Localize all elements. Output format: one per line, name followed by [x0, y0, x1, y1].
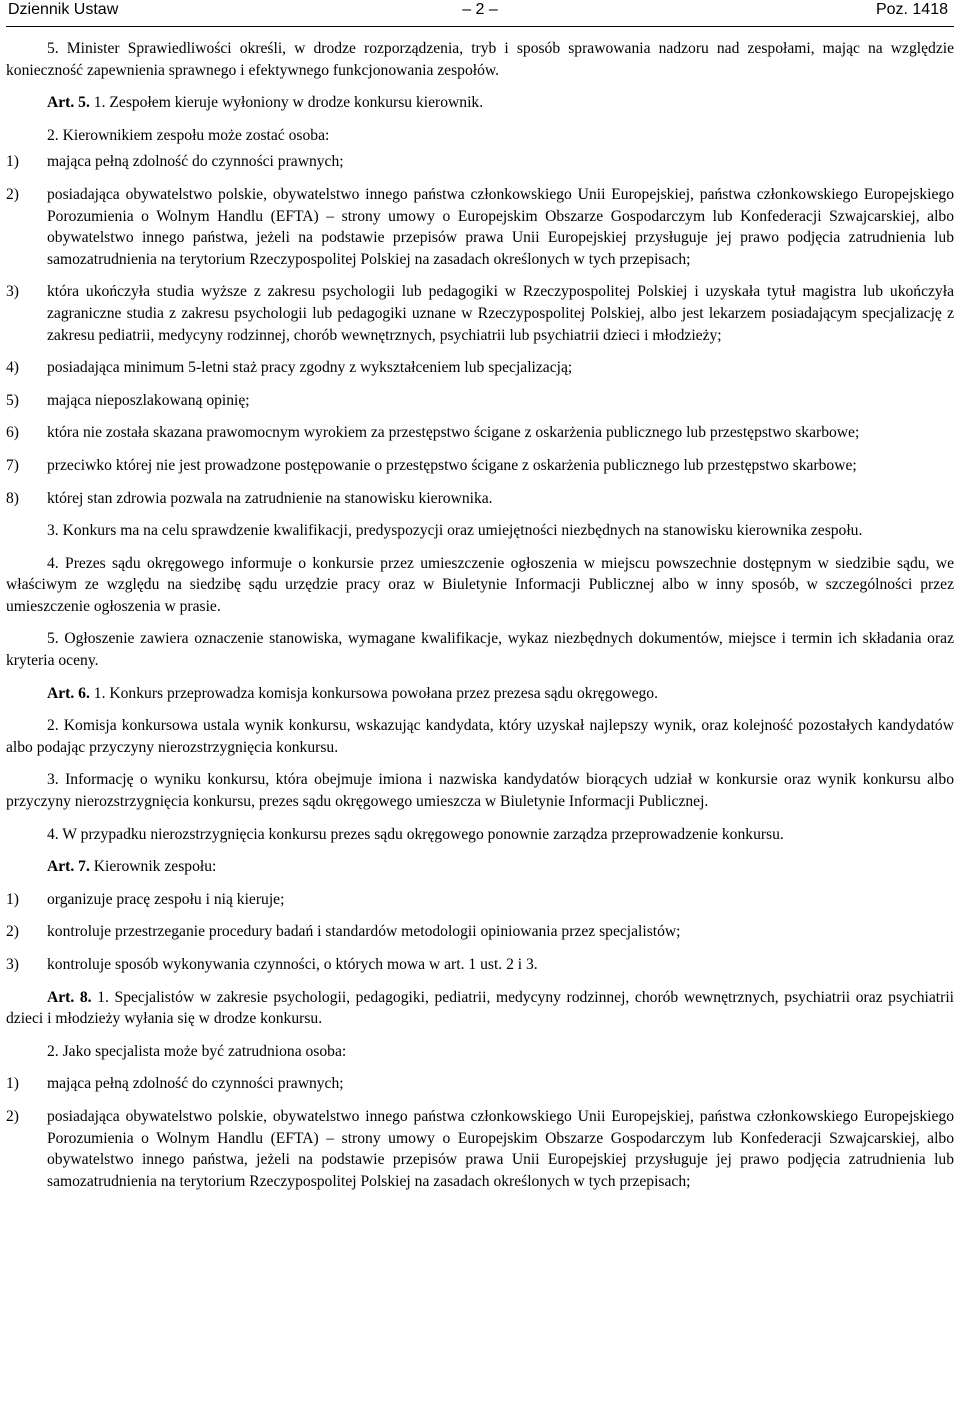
list-item-number: 1): [6, 1075, 19, 1093]
list-item-text: mająca pełną zdolność do czynności prawnych;: [47, 1075, 344, 1093]
paragraph-text: 2. Kierownikiem zespołu może zostać osoba:: [47, 126, 330, 144]
list-item-number: 3): [6, 283, 19, 301]
list-item-number: 2): [6, 185, 19, 203]
position-number: Poz. 1418: [875, 1, 948, 18]
paragraph: [6, 553, 954, 618]
paragraph: [6, 125, 954, 147]
article-label: Art. 8.: [47, 988, 92, 1006]
list-item: [6, 954, 954, 976]
paragraph-text: 4. Prezes sądu okręgowego informuje o konkursie przez umieszczenie ogłoszenia w miejscu powszechnie dostępnym w siedzibie sądu, we właściwym ze względu na siedzibę sądu urzędzie pracy oraz w Biuletynie Informacji Publicznej albo w inny sposób, w szczególności przez umieszczenie ogłoszenia w prasie.: [6, 554, 954, 615]
list-item-number: 6): [6, 424, 19, 442]
paragraph-text: 5. Ogłoszenie zawiera oznaczenie stanowiska, wymagane kwalifikacje, wykaz niezbędnych dokumentów, miejsce i termin ich składania oraz kryteria oceny.: [6, 630, 954, 670]
list-item-number: 2): [6, 1107, 19, 1125]
paragraph-text: 3. Informację o wyniku konkursu, która obejmuje imiona i nazwiska kandydatów biorących udział w konkursie oraz wynik konkursu albo przyczyny nierozstrzygnięcia konkursu, prezes sądu okręgowego umieszcza w Biuletynie Informacji Publicznej.: [6, 771, 954, 811]
list-item: [6, 488, 954, 510]
list-item-number: 4): [6, 359, 19, 377]
list-item: [6, 390, 954, 412]
list-item-number: 3): [6, 956, 19, 973]
paragraph: [6, 769, 954, 812]
paragraph-text: 1. Zespołem kieruje wyłoniony w drodze konkursu kierownik.: [89, 94, 484, 112]
list-item-text: która nie została skazana prawomocnym wyrokiem za przestępstwo ścigane z oskarżenia publicznego lub przestępstwo skarbowe;: [47, 424, 860, 442]
list-item-text: której stan zdrowia pozwala na zatrudnienie na stanowisku kierownika.: [47, 489, 493, 507]
article-label: Art. 7.: [47, 858, 90, 876]
paragraph: [6, 824, 954, 846]
list-item: [6, 889, 954, 911]
list-item: [6, 1073, 954, 1095]
paragraph: [6, 520, 954, 542]
paragraph: [6, 1041, 954, 1063]
list-item-number: 1): [6, 890, 19, 908]
document-body: [6, 38, 954, 1192]
list-item-text: przeciwko której nie jest prowadzone postępowanie o przestępstwo ścigane z oskarżenia publicznego lub przestępstwo skarbowe;: [47, 456, 857, 474]
list-item-number: 1): [6, 153, 19, 171]
page-header: [6, 0, 954, 27]
list-item-text: kontroluje przestrzeganie procedury badań i standardów metodologii opiniowania przez specjalistów;: [47, 923, 681, 941]
paragraph: [6, 856, 954, 878]
paragraph: [6, 715, 954, 758]
list-item-number: 2): [6, 923, 19, 941]
list-item-number: 7): [6, 456, 19, 474]
list-item-text: posiadająca obywatelstwo polskie, obywatelstwo innego państwa członkowskiego Unii Europejskiej, państwa członkowskiego Europejskiego Porozumienia o Wolnym Handlu (EFTA) – strony umowy o Europejskim Obszarze Gospodarczym lub Konfederacji Szwajcarskiej, albo obywatelstwo innego państwa, jeżeli na podstawie przepisów prawa Unii Europejskiej przysługuje jej prawo podjęcia zatrudnienia lub samozatrudnienia na terytorium Rzeczypospolitej Polskiej na zasadach określonych w tych przepisach;: [47, 185, 954, 268]
paragraph-text: 3. Konkurs ma na celu sprawdzenie kwalifikacji, predyspozycji oraz umiejętności niezbędnych na stanowisku kierownika zespołu.: [47, 522, 863, 540]
paragraph-text: 2. Komisja konkursowa ustala wynik konkursu, wskazując kandydata, który uzyskał najlepszy wynik, oraz kolejność pozostałych kandydatów albo podając przyczyny nierozstrzygnięcia konkursu.: [6, 717, 954, 756]
list-item-text: kontroluje sposób wykonywania czynności, o których mowa w art. 1 ust. 2 i 3.: [47, 956, 538, 973]
article-label: Art. 5.: [47, 94, 90, 112]
list-item: [6, 1106, 954, 1192]
list-item: [6, 921, 954, 943]
paragraph: [6, 628, 954, 671]
list-item: [6, 455, 954, 477]
article-label: Art. 6.: [47, 684, 90, 702]
paragraph: [6, 92, 954, 114]
list-item: [6, 357, 954, 379]
paragraph-text: 4. W przypadku nierozstrzygnięcia konkursu prezes sądu okręgowego ponownie zarządza przeprowadzenie konkursu.: [47, 825, 784, 843]
paragraph-text: 2. Jako specjalista może być zatrudniona osoba:: [47, 1042, 347, 1060]
list-item-text: organizuje pracę zespołu i nią kieruje;: [47, 890, 285, 908]
list-item: [6, 151, 954, 173]
list-item: [6, 184, 954, 270]
paragraph-text: Kierownik zespołu:: [89, 858, 217, 876]
list-item-text: posiadająca minimum 5-letni staż pracy zgodny z wykształceniem lub specjalizacją;: [47, 359, 573, 377]
paragraph: [6, 987, 954, 1030]
list-item-number: 5): [6, 391, 19, 409]
paragraph-text: 5. Minister Sprawiedliwości określi, w drodze rozporządzenia, tryb i sposób sprawowania nadzoru nad zespołami, mając na względzie konieczność zapewnienia sprawnego i efektywnego funkcjonowania zespołów.: [6, 40, 954, 79]
paragraph-text: 1. Specjalistów w zakresie psychologii, pedagogiki, pediatrii, medycyny rodzinnej, chorób wewnętrznych, psychiatrii oraz psychiatrii dzieci i młodzieży wyłania się w drodze konkursu.: [6, 988, 954, 1028]
list-item-number: 8): [6, 489, 19, 507]
paragraph: [6, 683, 954, 705]
list-item-text: posiadająca obywatelstwo polskie, obywatelstwo innego państwa członkowskiego Unii Europejskiej, państwa członkowskiego Europejskiego Porozumienia o Wolnym Handlu (EFTA) – strony umowy o Europejskim Obszarze Gospodarczym lub Konfederacji Szwajcarskiej, albo obywatelstwo innego państwa, jeżeli na podstawie przepisów prawa Unii Europejskiej przysługuje jej prawo podjęcia zatrudnienia lub samozatrudnienia na terytorium Rzeczypospolitej Polskiej na zasadach określonych w tych przepisach;: [47, 1107, 954, 1190]
list-item: [6, 422, 954, 444]
paragraph: [6, 38, 954, 81]
list-item-text: mająca nieposzlakowaną opinię;: [47, 391, 250, 409]
list-item: [6, 281, 954, 346]
paragraph-text: 1. Konkurs przeprowadza komisja konkursowa powołana przez prezesa sądu okręgowego.: [89, 684, 658, 702]
list-item-text: która ukończyła studia wyższe z zakresu psychologii lub pedagogiki w Rzeczypospolitej Polskiej i uzyskała tytuł magistra lub ukończyła zagraniczne studia z zakresu psychologii lub pedagogiki uznane w Rzeczypospolitej Polskiej, albo jest lekarzem posiadającym specjalizację z zakresu pediatrii, medycyny rodzinnej, chorób wewnętrznych, psychiatrii lub psychiatrii dzieci i młodzieży;: [47, 283, 954, 344]
page-number: – 2 –: [462, 1, 498, 18]
journal-title: Dziennik Ustaw: [8, 1, 119, 18]
list-item-text: mająca pełną zdolność do czynności prawnych;: [47, 153, 344, 171]
